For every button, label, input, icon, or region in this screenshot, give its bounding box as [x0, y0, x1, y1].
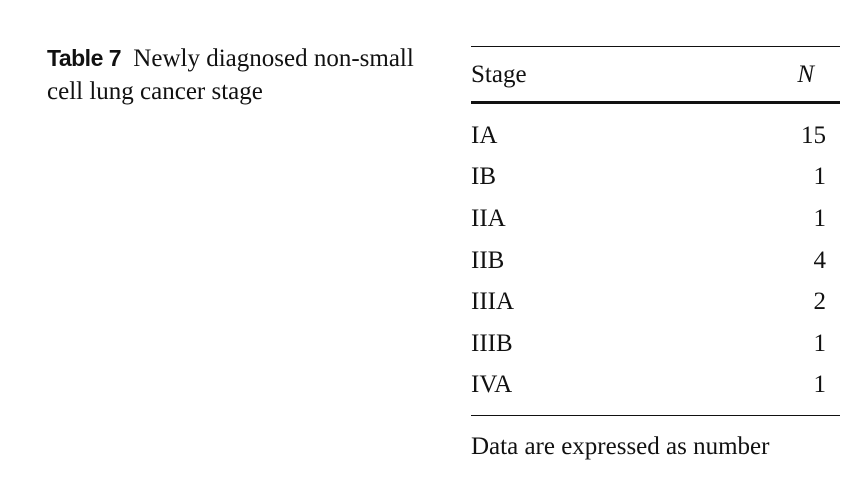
table-row [471, 281, 840, 323]
count-cell: 1 [813, 371, 826, 399]
table-bottom-rule [471, 415, 840, 416]
table-row [471, 157, 840, 199]
table-row [471, 365, 840, 407]
table-row [471, 323, 840, 365]
header-n: N [797, 61, 814, 88]
count-cell: 15 [801, 121, 826, 149]
table-caption [47, 42, 427, 108]
table-body [471, 104, 840, 415]
stage-cell: IIA [471, 204, 506, 232]
table-row [471, 198, 840, 240]
stage-cell: IIIA [471, 288, 515, 316]
count-cell: 1 [813, 163, 826, 191]
table-label: Table 7 [47, 45, 122, 71]
stage-cell: IA [471, 121, 498, 149]
header-stage: Stage [471, 61, 527, 88]
table-caption-text: Newly diagnosed non-small cell lung cancer stage [47, 45, 414, 105]
stage-cell: IVA [471, 371, 513, 399]
stage-cell: IIB [471, 246, 505, 274]
stage-cell: IB [471, 163, 496, 191]
count-cell: 1 [813, 204, 826, 232]
table-row [471, 115, 840, 157]
count-cell: 2 [813, 288, 826, 316]
table-header-row [471, 47, 840, 101]
stage-cell: IIIB [471, 329, 513, 357]
table-row [471, 240, 840, 282]
table-footnote: Data are expressed as number [471, 433, 770, 460]
count-cell: 4 [813, 246, 826, 274]
count-cell: 1 [813, 329, 826, 357]
stage-table [471, 46, 840, 416]
